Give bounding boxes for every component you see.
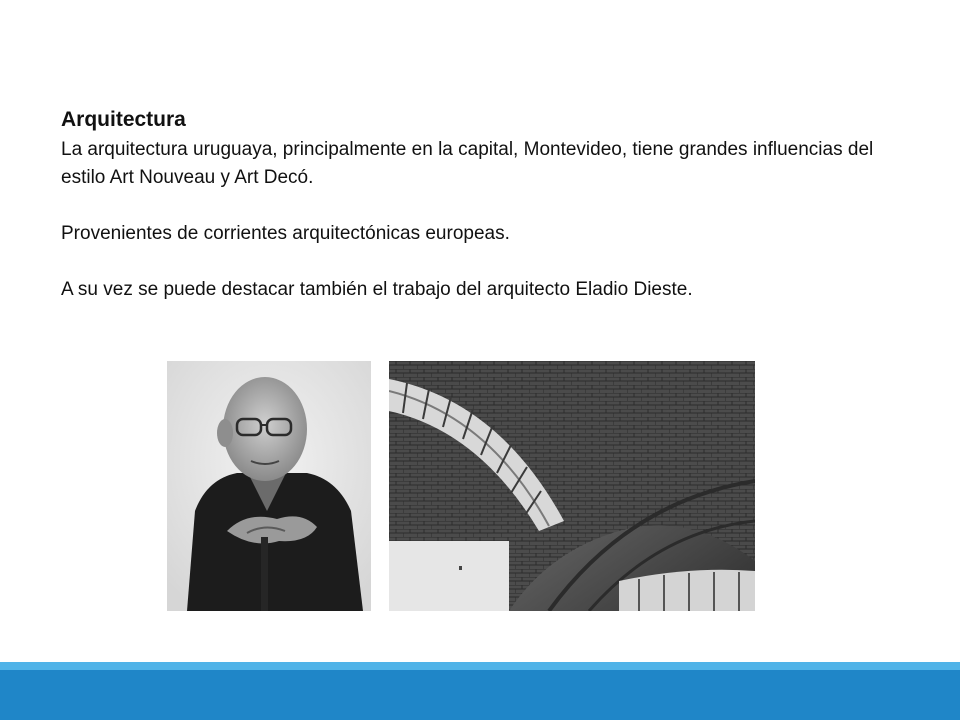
paragraph-spacer <box>61 248 891 276</box>
paragraph-2: Provenientes de corrientes arquitectónicas europeas. <box>61 223 510 244</box>
vault-illustration <box>389 361 755 611</box>
text-block <box>61 104 891 304</box>
paragraph-1: La arquitectura uruguaya, principalmente en la capital, Montevideo, tiene grandes influencias del estilo Art Nouveau y Art Decó. <box>61 139 879 188</box>
building-photo <box>389 361 755 611</box>
photo-group <box>167 361 755 611</box>
footer-accent-line <box>0 662 960 670</box>
slide-title: Arquitectura <box>61 108 186 131</box>
footer-bar <box>0 670 960 720</box>
photo-gap <box>371 361 389 611</box>
paragraph-3: A su vez se puede destacar también el trabajo del arquitecto Eladio Dieste. <box>61 279 693 300</box>
portrait-illustration <box>167 361 371 611</box>
paragraph-spacer <box>61 192 891 220</box>
portrait-photo <box>167 361 371 611</box>
